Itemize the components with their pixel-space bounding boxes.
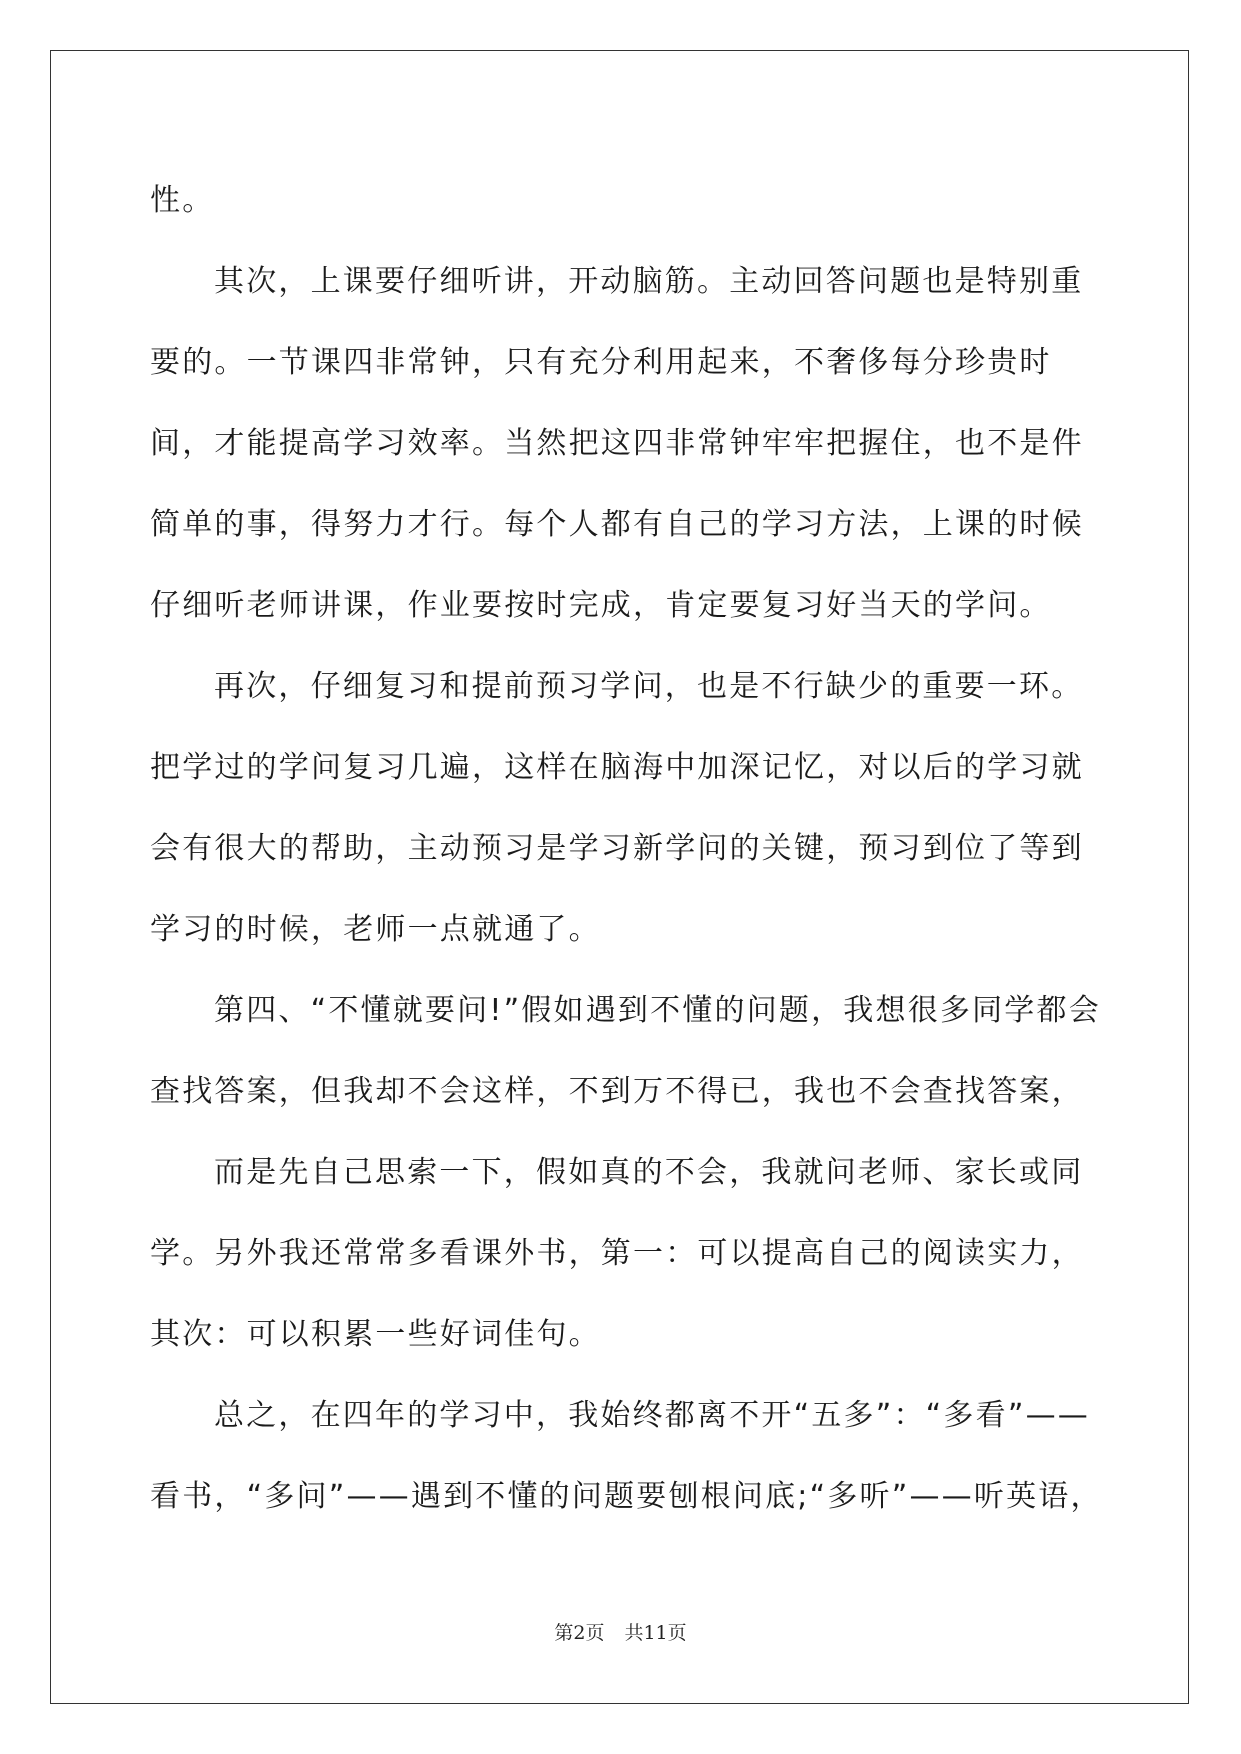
document-body bbox=[150, 160, 1110, 1537]
paragraph-5: 而是先自己思索一下，假如真的不会，我就问老师、家长或同学。另外我还常常多看课外书，第一：可以提高自己的阅读实力，其次：可以积累一些好词佳句。 bbox=[150, 1155, 1084, 1352]
paragraph-3: 再次，仔细复习和提前预习学问，也是不行缺少的重要一环。把学过的学问复习几遍，这样在脑海中加深记忆，对以后的学习就会有很大的帮助，主动预习是学习新学问的关键，预习到位了等到学习的时候，老师一点就通了。 bbox=[150, 669, 1084, 947]
page-footer bbox=[0, 1618, 1241, 1645]
paragraph-1: 性。 bbox=[150, 183, 215, 218]
page-total: 共11页 bbox=[624, 1622, 687, 1644]
paragraph-4: 第四、“不懂就要问!”假如遇到不懂的问题，我想很多同学都会查找答案，但我却不会这样，不到万不得已，我也不会查找答案， bbox=[150, 993, 1101, 1109]
paragraph-6: 总之，在四年的学习中，我始终都离不开“五多”：“多看”——看书，“多问”——遇到不懂的问题要刨根问底;“多听”——听英语， bbox=[150, 1398, 1103, 1514]
page-number: 第2页 bbox=[554, 1622, 605, 1644]
paragraph-2: 其次，上课要仔细听讲，开动脑筋。主动回答问题也是特别重要的。一节课四非常钟，只有充分利用起来，不奢侈每分珍贵时间，才能提高学习效率。当然把这四非常钟牢牢把握住，也不是件简单的事，得努力才行。每个人都有自己的学习方法，上课的时候仔细听老师讲课，作业要按时完成，肯定要复习好当天的学问。 bbox=[150, 264, 1084, 623]
